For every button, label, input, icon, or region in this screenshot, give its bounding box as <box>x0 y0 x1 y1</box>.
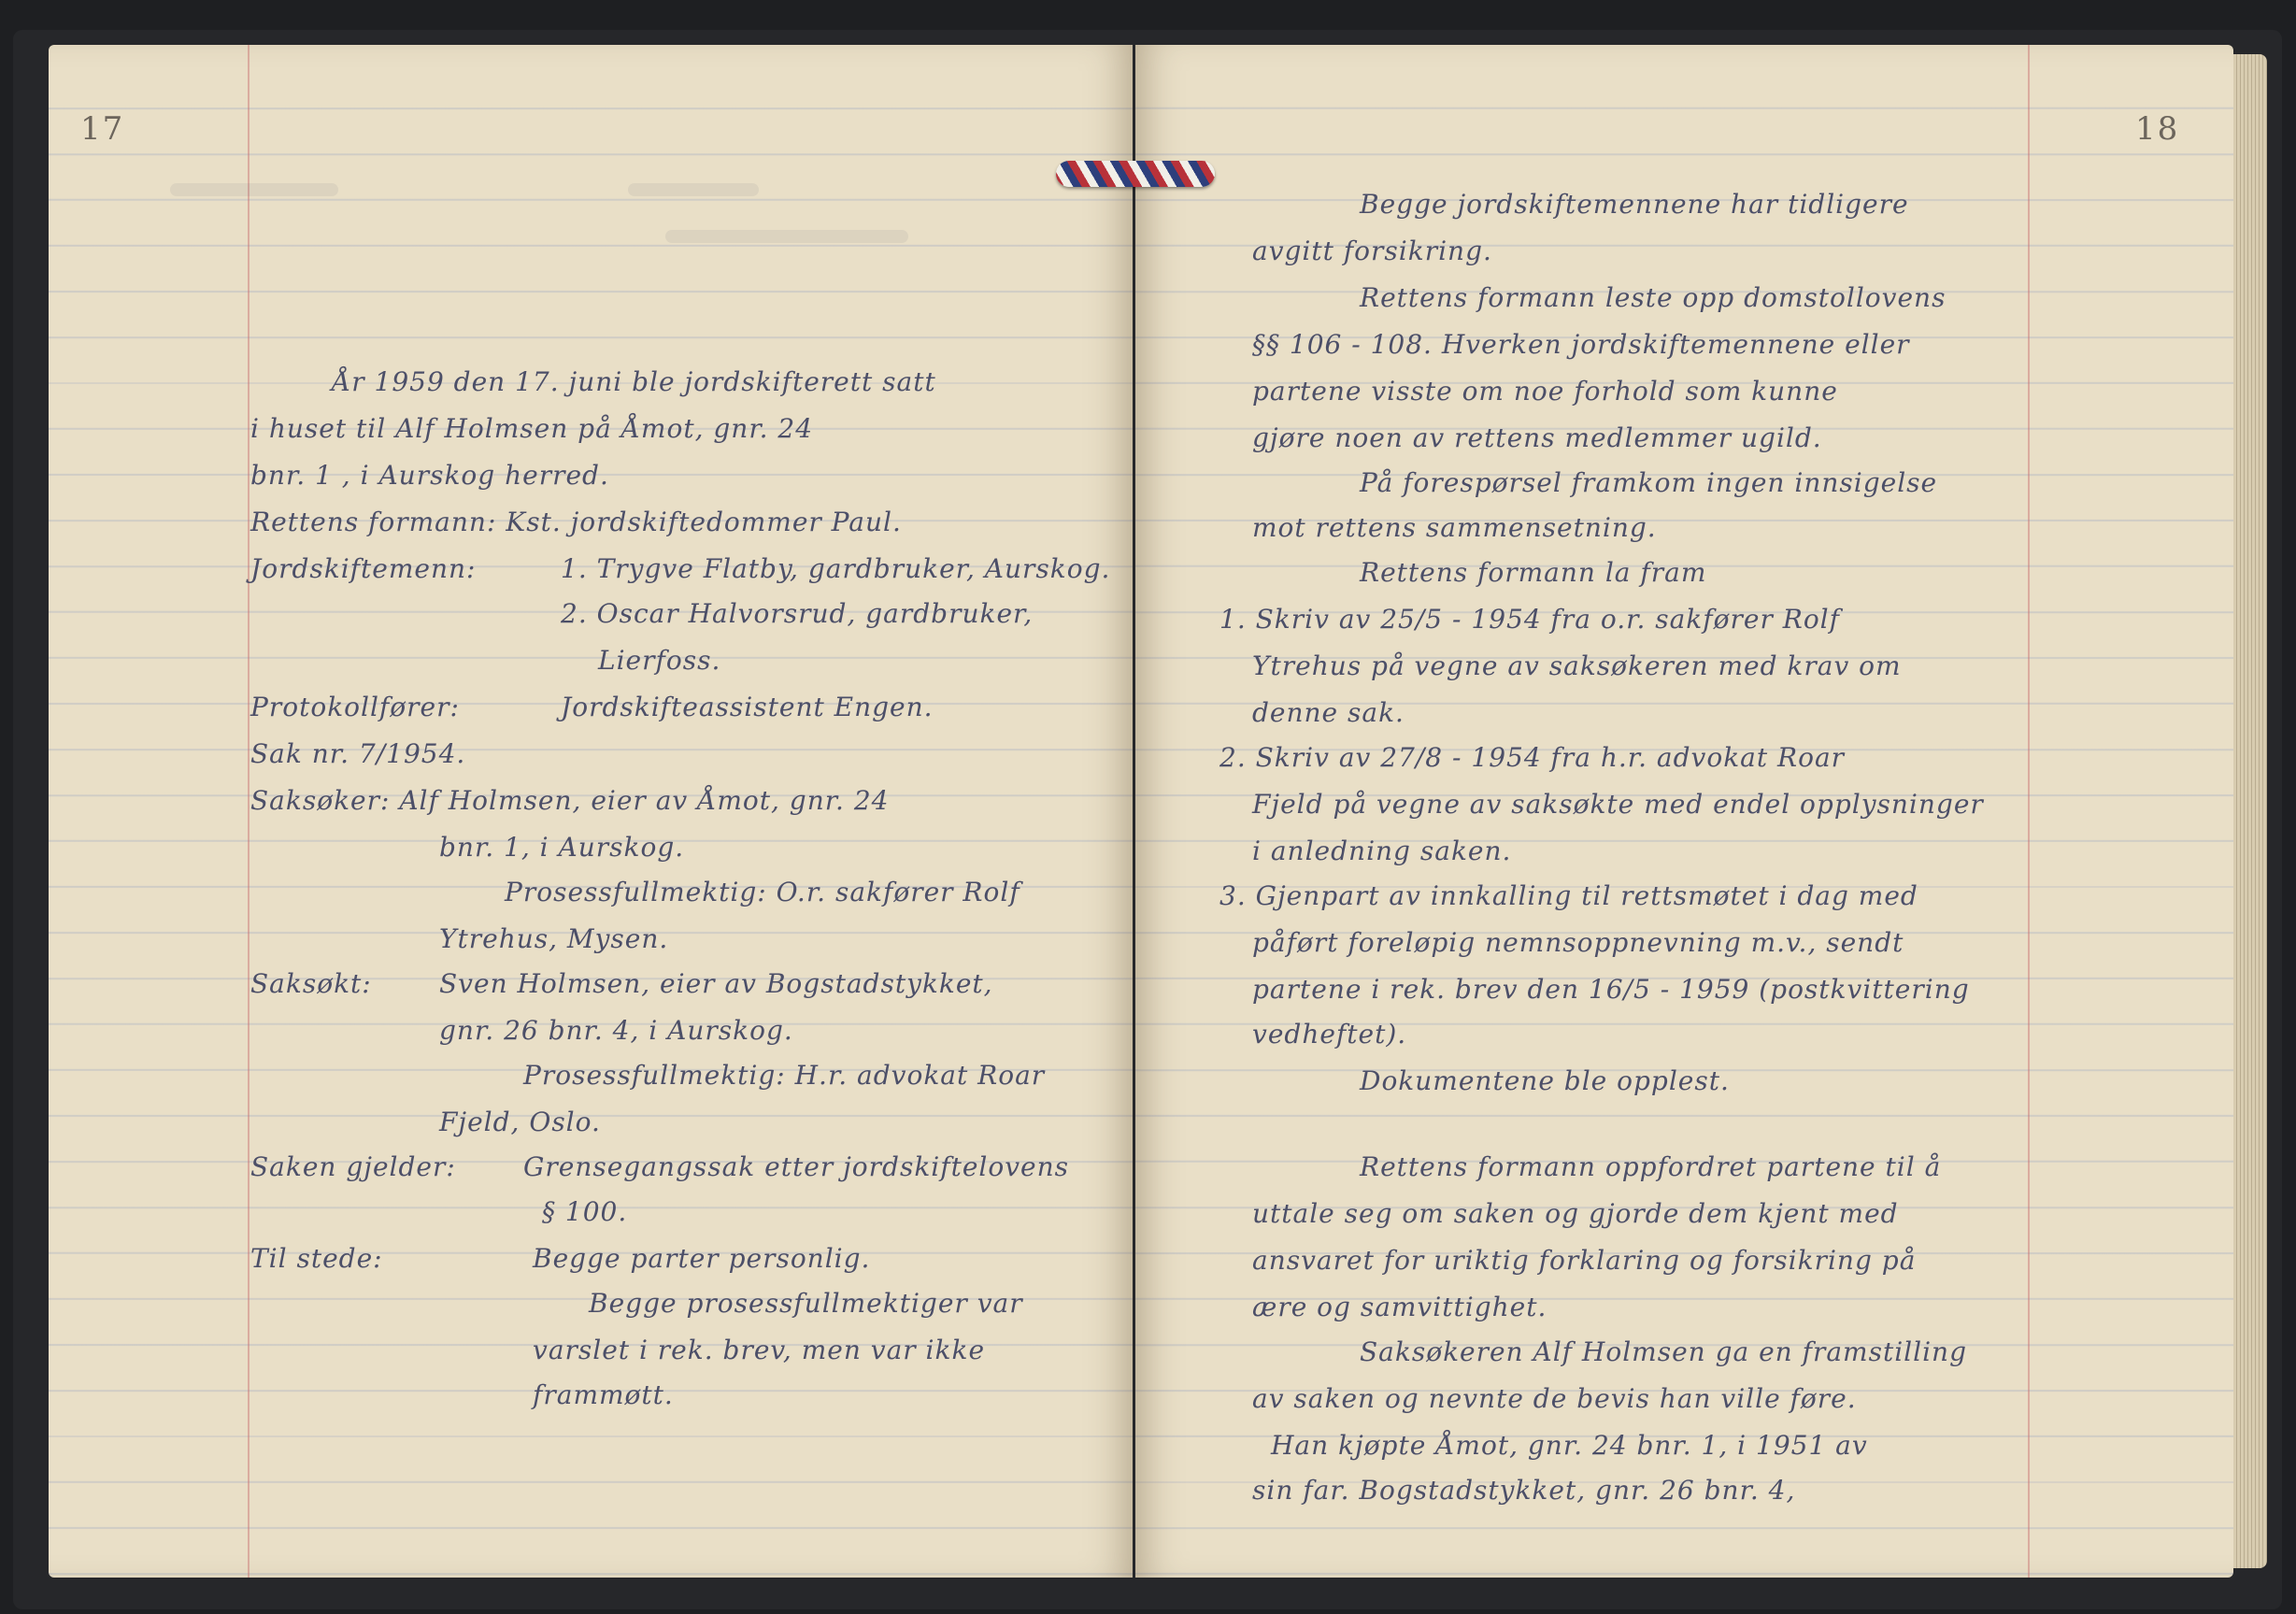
left-line-14: Prosessfullmektig: O.r. sakfører Rolf <box>505 877 1020 907</box>
right-line-7: På forespørsel framkom ingen innsigelse <box>1360 467 1938 498</box>
left-line-18: gnr. 26 bnr. 4, i Aurskog. <box>439 1015 793 1046</box>
left-line-27: varslet i rek. brev, men var ikke <box>533 1335 986 1365</box>
left-line-7: 2. Oscar Halvorsrud, gardbruker, <box>561 598 1034 629</box>
left-line-1: År 1959 den 17. juni ble jordskifterett satt <box>332 366 936 397</box>
left-page-number: 17 <box>80 110 125 148</box>
right-line-11: Ytrehus på vegne av saksøkeren med krav om <box>1252 650 1902 681</box>
left-line-4: Rettens formann: Kst. jordskiftedommer Paul. <box>250 507 902 537</box>
right-line-3: Rettens formann leste opp domstollovens <box>1360 282 1947 313</box>
right-line-18: partene i rek. brev den 16/5 - 1959 (postkvittering <box>1252 974 1970 1005</box>
right-line-20: Dokumentene ble opplest. <box>1360 1065 1730 1096</box>
left-line-5: Jordskiftemenn: <box>250 553 477 584</box>
right-line-17: påført foreløpig nemnsoppnevning m.v., sendt <box>1252 927 1904 958</box>
bleed-through-mark <box>665 230 908 243</box>
right-line-22: uttale seg om saken og gjorde dem kjent med <box>1252 1198 1899 1229</box>
right-line-13: 2. Skriv av 27/8 - 1954 fra h.r. advokat Roar <box>1219 742 1846 773</box>
right-line-23: ansvaret for uriktig forklaring og forsikring på <box>1252 1245 1917 1276</box>
page-edges <box>2233 54 2267 1568</box>
right-line-27: Han kjøpte Åmot, gnr. 24 bnr. 1, i 1951 av <box>1271 1430 1868 1461</box>
left-line-12: Saksøker: Alf Holmsen, eier av Åmot, gnr. 24 <box>250 785 890 816</box>
right-line-26: av saken og nevnte de bevis han ville føre. <box>1252 1383 1857 1414</box>
left-line-11: Sak nr. 7/1954. <box>250 738 466 769</box>
left-line-19: Prosessfullmektig: H.r. advokat Roar <box>523 1060 1046 1091</box>
left-line-21: Saken gjelder: <box>250 1151 456 1182</box>
right-line-28: sin far. Bogstadstykket, gnr. 26 bnr. 4, <box>1252 1475 1796 1506</box>
binding-ribbon <box>1056 161 1215 187</box>
right-line-14: Fjeld på vegne av saksøkte med endel opplysninger <box>1252 789 1984 820</box>
right-line-1: Begge jordskiftemennene har tidligere <box>1360 189 1909 220</box>
right-line-8: mot rettens sammensetning. <box>1252 512 1657 543</box>
left-line-26: Begge prosessfullmektiger var <box>589 1288 1023 1319</box>
left-line-23: § 100. <box>542 1196 628 1227</box>
left-line-2: i huset til Alf Holmsen på Åmot, gnr. 24 <box>250 413 814 444</box>
right-line-12: denne sak. <box>1252 697 1405 728</box>
bleed-through-mark <box>170 183 338 196</box>
bleed-through-mark <box>628 183 759 196</box>
left-line-24: Til stede: <box>250 1243 383 1274</box>
left-line-8: Lierfoss. <box>598 645 721 676</box>
left-line-13: bnr. 1, i Aurskog. <box>439 832 685 863</box>
left-margin-line <box>248 45 250 1578</box>
right-line-9: Rettens formann la fram <box>1360 557 1707 588</box>
left-line-9: Protokollfører: <box>250 692 460 722</box>
right-line-4: §§ 106 - 108. Hverken jordskiftemennene eller <box>1252 329 1910 360</box>
left-line-6: 1. Trygve Flatby, gardbruker, Aurskog. <box>561 553 1111 584</box>
right-line-6: gjøre noen av rettens medlemmer ugild. <box>1252 422 1822 453</box>
left-line-16: Saksøkt: <box>250 968 372 999</box>
left-line-3: bnr. 1 , i Aurskog herred. <box>250 460 609 491</box>
right-line-15: i anledning saken. <box>1252 836 1512 866</box>
right-line-21: Rettens formann oppfordret partene til å <box>1360 1151 1942 1182</box>
left-line-10: Jordskifteassistent Engen. <box>561 692 934 722</box>
right-line-16: 3. Gjenpart av innkalling til rettsmøtet i dag med <box>1219 880 1918 911</box>
right-line-2: avgitt forsikring. <box>1252 236 1492 266</box>
left-line-25: Begge parter personlig. <box>533 1243 871 1274</box>
right-line-5: partene visste om noe forhold som kunne <box>1252 376 1838 407</box>
right-line-10: 1. Skriv av 25/5 - 1954 fra o.r. sakfører Rolf <box>1219 604 1840 635</box>
right-line-19: vedheftet). <box>1252 1019 1407 1050</box>
right-line-25: Saksøkeren Alf Holmsen ga en framstilling <box>1360 1336 1967 1367</box>
left-line-22: Grensegangssak etter jordskiftelovens <box>523 1151 1070 1182</box>
right-line-24: ære og samvittighet. <box>1252 1292 1547 1322</box>
left-line-17: Sven Holmsen, eier av Bogstadstykket, <box>439 968 993 999</box>
left-line-20: Fjeld, Oslo. <box>439 1107 601 1137</box>
right-page-number: 18 <box>2135 110 2180 148</box>
left-line-28: frammøtt. <box>533 1379 674 1410</box>
right-margin-line <box>2028 45 2030 1578</box>
left-line-15: Ytrehus, Mysen. <box>439 923 669 954</box>
